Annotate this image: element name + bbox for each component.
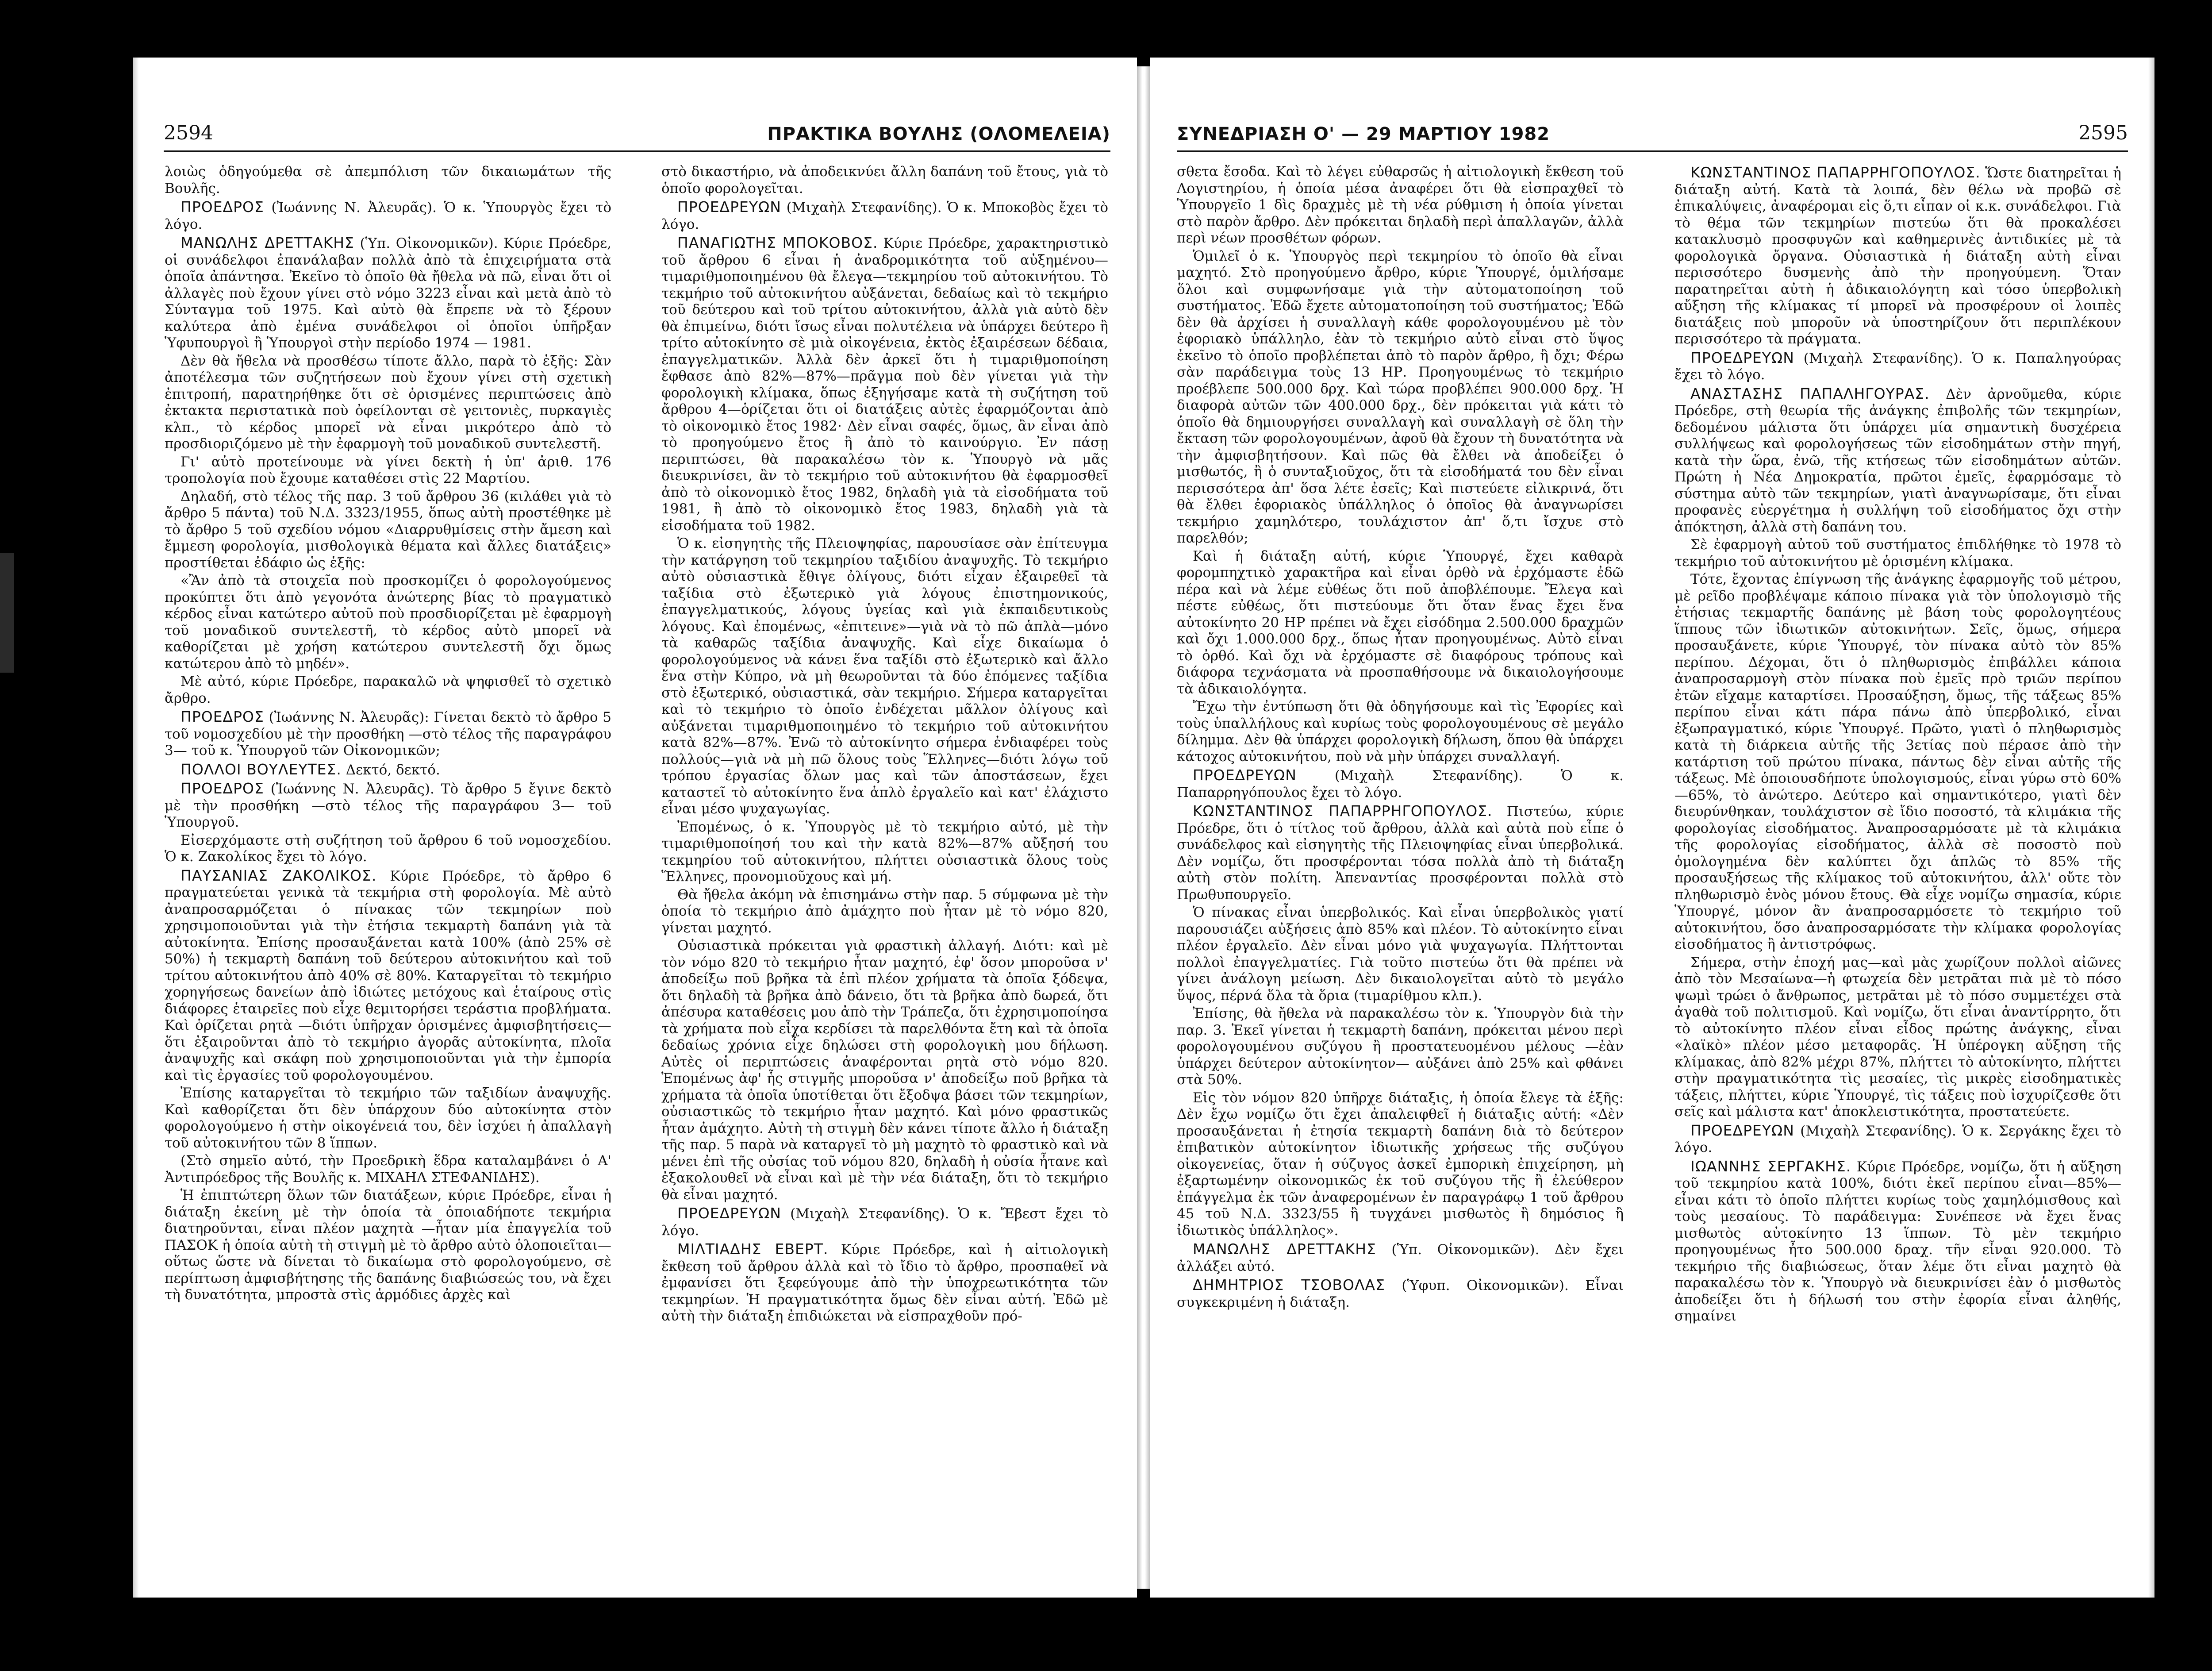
speaker-name: ΚΩΝΣΤΑΝΤΙΝΟΣ ΠΑΠΑΡΡΗΓΟΠΟΥΛΟΣ. — [1193, 802, 1493, 820]
speaker-role: (Ἰωάννης Ν. Ἀλευρᾶς). — [271, 200, 437, 216]
speaker-name: ΜΑΝΩΛΗΣ ΔΡΕΤΤΑΚΗΣ — [1193, 1240, 1376, 1258]
paragraph-text: Κύριε Πρόεδρε, καὶ ἡ αἰτιολογικὴ ἔκθεση τοῦ ἄρθρου ἀλλὰ καὶ τὸ ἴδιο τὸ ἄρθρο, προσπαθεῖ νὰ ἐμφανίσει ὅτι ξεφεύγουμε ἀπὸ τὴν ὑποχρεωτικότητα τῶν τεκμηρίων. Ἡ πραγματικότητα ὅμως δὲν εἶναι αὐτή. Ἐδῶ μὲ αὐτὴ τὴν διάταξη ἐπιδιώκεται νὰ εἰσπραχθοῦν πρό- — [661, 1242, 1108, 1324]
paragraph-text: Εἰς τὸν νόμον 820 ὑπῆρχε διάταξις, ἡ ὁποία ἔλεγε τὰ ἑξῆς: Δὲν ἔχω νομίζω ὅτι ἔχει ἀπαλειφθεῖ ἡ διάταξις αὐτή: «Δὲν προσαυξάνεται ἡ ἐτησία τεκμαρτὴ δαπάνη διὰ τὸ δεύτερον ἐπιβατικὸν αὐτοκίνητον ἰδιωτικῆς χρήσεως τῆς συζύγου οἰκογενείας, ὅταν ἡ σύζυγος ἀσκεῖ ἐμπορικὴ ἐπιχείρηση, μὴ ἐξαρτωμένην οἰκονομικῶς ἐκ τοῦ συζύγου τῆς ἢ ἐλεύθερον ἐπάγγελμα ἐκ τῶν ἀναφερομένων ἐν παραγράφῳ 1 τοῦ ἄρθρου 45 τοῦ Ν.Δ. 3323/55 ἢ τυγχάνει μισθωτὸς ἢ δημόσιος ἢ ἰδιωτικὸς ὑπάλληλος». — [1177, 1090, 1624, 1239]
speaker-name: ΠΡΟΕΔΡΕΥΩΝ — [677, 198, 781, 216]
paragraph — [661, 198, 1108, 233]
speaker-name: ΜΙΛΤΙΑΔΗΣ ΕΒΕΡΤ. — [677, 1240, 829, 1258]
paragraph — [661, 535, 1108, 818]
speaker-name: ΙΩΑΝΝΗΣ ΣΕΡΓΑΚΗΣ. — [1690, 1157, 1851, 1175]
paragraph — [1674, 571, 2121, 953]
paragraph-text: Γίνεται δεκτὸ τὸ ἄρθρο 5 τοῦ νομοσχεδίου μὲ τὴν προσθήκη —στὸ τέλος τῆς παραγράφου 3— τοῦ κ. Ὑπουργοῦ τῶν Οἰκονομικῶν; — [165, 709, 611, 758]
paragraph — [1177, 905, 1624, 1004]
paragraph-text: Πιστεύω, κύριε Πρόεδρε, ὅτι ὁ τίτλος τοῦ ἄρθρου, ἀλλὰ καὶ αὐτὰ ποὺ εἶπε ὁ συνάδελφος καὶ εἰσηγητὴς τῆς Πλειοψηφίας εἶναι ὑπερβολικά. Δὲν νομίζω, ὅτι προσφέρονται τόσα πολλὰ ἀπὸ τὴ διάταξη αὐτὴ στὸν πολίτη. Ἀπεναντίας προσφέρονται πολλὰ στὸ Πρωθυπουργεῖο. — [1177, 804, 1624, 903]
speaker-role: (Ὑπ. Οἰκονομικῶν). — [1391, 1242, 1540, 1258]
paragraph-text: στὸ δικαστήριο, νὰ ἀποδεικνύει ἄλλη δαπάνη τοῦ ἔτους, γιὰ τὸ ὁποῖο φορολογεῖται. — [661, 164, 1108, 196]
text-column — [661, 164, 1108, 1326]
paragraph — [165, 674, 611, 707]
paragraph-text: λοιὼς ὁδηγούμεθα σὲ ἀπεμπόλιση τῶν δικαιωμάτων τῆς Βουλῆς. — [165, 164, 611, 196]
paragraph-text: Θὰ ἤθελα ἀκόμη νὰ ἐπισημάνω στὴν παρ. 5 σύμφωνα μὲ τὴν ὁποία τὸ τεκμήριο ἀπὸ ἀμάχητο ποὺ ἦταν μὲ τὸ νόμο 820, γίνεται μαχητό. — [661, 886, 1108, 936]
paragraph-text: Ὁμιλεῖ ὁ κ. Ὑπουργὸς περὶ τεκμηρίου τὸ ὁποῖο θὰ εἶναι μαχητό. Στὸ προηγούμενο ἄρθρο, κύριε Ὑπουργέ, ὁμιλήσαμε ὅλοι καὶ συμφωνήσαμε γιὰ τὴν αὐτοματοποίηση τοῦ συστήματος. Ἐδῶ ἔχετε αὐτοματοποίηση τοῦ συστήματος; Ἐδῶ δὲν θὰ ἀρχίσει ἡ συναλλαγὴ κάθε φορολογουμένου μὲ τὸν ἐφοριακὸ ὑπάλληλο, ἐὰν τὸ τεκμήριο αὐτὸ εἶναι στὸ ὕψος ἐκεῖνο τὸ ὁποῖο προβλέπεται ἀπὸ τὸ παρὸν ἄρθρο, ἢ ὄχι; Φέρω σὰν παράδειγμα τοὺς 13 ΗΡ. Προηγουμένως τὸ τεκμήριο προέβλεπε 500.000 δρχ. Καὶ τώρα προβλέπει 900.000 δρχ. Ἡ διαφορὰ αὐτῶν τῶν 400.000 δρχ., δὲν πρόκειται γιὰ κάτι τὸ ὁποῖο θὰ δημιουργήσει συναλλαγὴ καὶ συναλλαγὴ σὲ ὅλη τὴν ἔκταση τῶν φορολογουμένων, ἀφοῦ θὰ ἔχουν τὴ δυνατότητα νὰ τὴν ἀμφισβητήσουν. Καὶ πῶς θὰ ἔλθει νὰ ἀποδείξει ὁ μισθωτός, ἢ ὁ συνταξιοῦχος, ὅτι τὰ εἰσοδήματά του δὲν εἶναι περισσότερα ἀπ' ὅσα λέτε ἐσεῖς; Καὶ πιστεύετε εἰλικρινά, ὅτι θὰ ἔλθει ἐφοριακὸς ὑπάλληλος ὁ ὁποῖος θὰ ἀναγνωρίσει τεκμήριο χαμηλότερο, τουλάχιστον ἀπ' ὅ,τι ἴσχυε στὸ παρελθόν; — [1177, 248, 1624, 546]
speaker-name: ΠΡΟΕΔΡΕΥΩΝ — [1690, 1121, 1794, 1139]
paragraph-text: Ἔχω τὴν ἐντύπωση ὅτι θὰ ὁδηγήσουμε καὶ τὶς Ἐφορίες καὶ τοὺς ὑπαλλήλους καὶ κυρίως τοὺς φορολογουμένους σὲ μεγάλο δίλημμα. Δὲν θὰ ὑπάρχει φορολογικὴ δήλωση, ὅπου θὰ ὑπάρχει κάτοχος αὐτοκινήτου, ποὺ νὰ μὴν ὑπάρχει συναλλαγή. — [1177, 699, 1624, 765]
speaker-name: ΔΗΜΗΤΡΙΟΣ ΤΣΟΒΟΛΑΣ — [1193, 1276, 1385, 1294]
paragraph — [165, 832, 611, 866]
paragraph-text: Ὁ κ. Παπαληγούρας ἔχει τὸ λόγο. — [1674, 350, 2121, 383]
text-column — [1177, 164, 1624, 1312]
paragraph — [1177, 699, 1624, 765]
paragraph-text: Εἰσερχόμαστε στὴ συζήτηση τοῦ ἄρθρου 6 τοῦ νομοσχεδίου. Ὁ κ. Ζακολίκος ἔχει τὸ λόγο. — [165, 832, 611, 865]
paragraph-text: Ἐπίσης καταργεῖται τὸ τεκμήριο τῶν ταξιδίων ἀναψυχῆς. Καὶ καθορίζεται ὅτι δὲν ὑπάρχουν δύο αὐτοκίνητα στὸν φορολογούμενο ἡ στὴν οἰκογένειά του, δὲν ἰσχύει ἡ ἀπαλλαγὴ τοῦ αὐτοκινήτου τῶν 8 ἵππων. — [165, 1085, 611, 1151]
paragraph-text: Σήμερα, στὴν ἐποχή μας—καὶ μὰς χωρίζουν πολλοὶ αἰῶνες ἀπὸ τὸν Μεσαίωνα—ἡ φτωχεία δὲν μετρᾶται πιὰ μὲ τὸ πόσο ψωμὶ τρώει ὁ ἄνθρωπος, μετρᾶται μὲ τὸ πόσο συμμετέχει στὰ ἀγαθὰ τοῦ πολιτισμοῦ. Καὶ νομίζω, ὅτι εἶναι ἀναντίρρητο, ὅτι τὸ αὐτοκίνητο πλέον εἶναι εἶδος πρώτης ἀνάγκης, εἶναι «λαϊκὸ» πλέον μέσο μεταφορᾶς. Ἡ ὑπέρογκη αὔξηση τῆς κλίμακας, ἀπὸ 82% μέχρι 87%, πλήττει τὸ αὐτοκίνητο, πλήττει στὴν πραγματικότητα τὶς μεσαίες, τὶς μικρὲς εἰσοδηματικὲς τάξεις, πλήττει, κύριε Ὑπουργέ, τὶς τάξεις ποὺ ἰσχυρίζεσθε ὅτι σεῖς καὶ μάλιστα κατ' ἀποκλειστικότητα, προστατεύετε. — [1674, 954, 2121, 1120]
paragraph-text: Τότε, ἔχοντας ἐπίγνωση τῆς ἀνάγκης ἐφαρμογῆς τοῦ μέτρου, μὲ ρεῖδο προβλέψαμε κάποιο πίνακα γιὰ τὸν ὑπολογισμὸ τῆς ἐτήσιας τεκμαρτῆς δαπάνης μὲ βάση τοὺς φορολογητέους ἵππους τῶν ἰδιωτικῶν αὐτοκινήτων. Σεῖς, ὅμως, σήμερα προσαυξάνετε, κύριε Ὑπουργέ, τὸν πίνακα αὐτὸ τὸν 85% περίπου. Δέχομαι, ὅτι ὁ πληθωρισμὸς ἐπιβάλλει κάποια ἀναπροσαρμογὴ στὸν πίνακα ποὺ ἐμεῖς πρὸ τριῶν περίπου ἐτῶν εἴχαμε καταρτίσει. Προσαύξηση, ὅμως, τῆς τάξεως 85% περίπου εἶναι κάτι πάρα πάνω ἀπὸ ὑπερβολικό, εἶναι ἐξωπραγματικό, κύριε Ὑπουργέ. Πρῶτο, γιατὶ ὁ πληθωρισμὸς κατὰ τὴ διάρκεια αὐτῆς τῆς 3ετίας ποὺ πέρασε ἀπὸ τὴν κατάρτιση τοῦ πρώτου πίνακα, πάντως δὲν εἶναι αὐτῆς τῆς τάξεως. Μὲ ὁποιουσδήποτε ὑπολογισμούς, εἶναι γύρω στὸ 60%—65%, τὸ ἀνώτερο. Δεύτερο καὶ σημαντικότερο, γιατὶ δὲν διευρύνθηκαν, τουλάχιστον σὲ ἴδιο ποσοστό, τὰ κλιμάκια τῆς φορολογίας εἰσοδήματος. Ἀναπροσαρμόσατε μὲ τὰ κλιμάκια τῆς φορολογίας εἰσοδήματος, ἀλλὰ σὲ ποσοστὸ ποὺ ὁμολογημένα δὲν καλύπτει ὄχι ἁπλῶς τὸ 85% τῆς προσαυξήσεως τῆς κλίμακος τοῦ αὐτοκινήτου, ἀλλ' οὔτε τὸν πληθωρισμὸ ἑνὸς μόνου ἔτους. Θὰ εἶχε νομίζω σημασία, κύριε Ὑπουργέ, μόνον ἂν ἀναπροσαρμόσετε τὸ τεκμήριο τοῦ αὐτοκινήτου, ὅσο ἀναπροσαρμόσατε τὴν κλίμακα φορολογίας εἰσοδήματος ἢ ἀντιστρόφως. — [1674, 571, 2121, 952]
paragraph — [1674, 537, 2121, 570]
speaker-role: (Ἰωάννης Ν. Ἀλευρᾶς): — [269, 709, 429, 725]
paragraph-text: Οὐσιαστικὰ πρόκειται γιὰ φραστικὴ ἀλλαγή. Διότι: καὶ μὲ τὸν νόμο 820 τὸ τεκμήριο ἦταν μαχητό, ἐφ' ὅσον μποροῦσα ν' ἀποδείξω ποῦ βρῆκα τὰ ἐπὶ πλέον χρήματα τὰ ὁποῖα ξόδεψα, ὅτι δηλαδὴ τὰ βρῆκα ἀπὸ δάνειο, ὅτι τὰ βρῆκα ἀπὸ δωρεά, ὅτι ἀπέσυρα καταθέσεις μου ἀπὸ τὴν Τράπεζα, ὅτι ἐχρησιμοποίησα τὰ χρήματα ποὺ εἶχα κερδίσει τὰ παρελθόντα ἔτη καὶ τὰ ὁποῖα δεδαίως χρόνια εἶχε δηλώσει στὴ φορολογικὴ μου δήλωση. Αὐτὲς οἱ περιπτώσεις ἀναφέρονται ρητὰ στὸ νόμο 820. Ἑπομένως ἀφ' ἧς στιγμῆς μποροῦσα ν' ἀποδείξω ποῦ βρῆκα τὰ χρήματα τὰ ὁποῖα ὑποτίθεται ὅτι ἔξοδψα βάσει τῶν τεκμηρίων, οὐσιαστικῶς τὸ τεκμήριο ἦταν μαχητό. Καὶ μόνο φραστικῶς ἦταν ἀμάχητο. Αὐτὴ τὴ στιγμὴ δὲν κάνει τίποτε ἄλλο ἡ διάταξη τῆς παρ. 5 παρὰ νὰ καταργεῖ τὸ μὴ μαχητὸ τὸ φραστικὸ καὶ νὰ μένει ἐπὶ τῆς οὐσίας τοῦ νόμου 820, δηλαδὴ ἡ οὐσία ἦτανε καὶ ἐξακολουθεῖ νὰ εἶναι καὶ μὲ τὴν νέα διάταξη, ὅτι τὸ τεκμήριο θὰ εἶναι μαχητό. — [661, 938, 1108, 1203]
paragraph — [1177, 1276, 1624, 1311]
paragraph-text: «Ἂν ἀπὸ τὰ στοιχεῖα ποὺ προσκομίζει ὁ φορολογούμενος προκύπτει ὅτι ἀπὸ γεγονότα ἀνώτερης βίας τὸ πραγματικὸ κέρδος εἶναι κατώτερο αὐτοῦ ποὺ προσδιορίζεται μὲ ἐφαρμογὴ τοῦ μοναδικοῦ συντελεστῆ, τὸ κέρδος αὐτὸ μπορεῖ νὰ καθορίζεται μὲ χρήση κατώτερου συντελεστῆ ὄχι ὅμως κατώτερου ἀπὸ τὸ μηδέν». — [165, 573, 611, 672]
paragraph-text: Ὁ κ. εἰσηγητὴς τῆς Πλειοψηφίας, παρουσίασε σὰν ἐπίτευγμα τὴν κατάργηση τοῦ τεκμηρίου ταξιδίου ἀναψυχῆς. Τὸ τεκμήριο αὐτὸ οὐσιαστικὰ ἔθιγε ὀλίγους, διότι εἶχαν ἐξαιρεθεῖ τὰ ταξίδια στὸ ἐξωτερικὸ γιὰ λόγους ἐπιστημονικούς, ἐπαγγελματικούς, λόγους ὑγείας καὶ γιὰ ἐκπαιδευτικοὺς λόγους. Καὶ ἐπομένως, «ἐπιτεινε»—γιὰ νὰ τὸ πῶ ἁπλὰ—μόνο τὰ καθαρῶς ταξίδια ἀναψυχῆς. Καὶ εἶχε δικαίωμα ὁ φορολογούμενος νὰ κάνει ἕνα ταξίδι στὸ ἐξωτερικὸ καὶ ἄλλο ἕνα στὴν Κύπρο, νὰ μὴ θεωροῦνται τὰ δύο ἐπόμενες ταξίδια στὸ ἐξωτερικό, οὐσιαστικά, σὰν τεκμήριο. Σήμερα καταργεῖται καὶ τὸ τεκμήριο τὸ ὁποῖο ἐνδέχεται μᾶλλον ὀλίγους καὶ αὐξάνεται τιμαριθμοποιημένο τὸ τεκμήριο τοῦ αὐτοκινήτου κατὰ 82%—87%. Ἐνῶ τὸ αὐτοκίνητο σήμερα ἐνδιαφέρει τοὺς πολλούς—γιὰ νὰ μὴ πῶ ὅλους τοὺς Ἕλληνες—διότι λόγω τοῦ τρόπου ἐργασίας ὅλων μας καὶ τῶν ἀποστάσεων, ἔχει καταστεῖ τὸ αὐτοκίνητο ἕνα ἁπλὸ ἐργαλεῖο καὶ κατ' ἐλάχιστο εἶναι μέσο ψυχαγωγίας. — [661, 535, 1108, 817]
paragraph — [165, 353, 611, 453]
paragraph-text: Κύριε Πρόεδρε, τὸ ἄρθρο 6 πραγματεύεται γενικὰ τὰ τεκμήρια στὴ φορολογία. Μὲ αὐτὸ ἀναπροσαρμόζεται ὁ πίνακας τῶν τεκμηρίων ποὺ χρησιμοποιοῦνται γιὰ τὴν ἐτήσια τεκμαρτὴ δαπάνη γιὰ τὰ αὐτοκίνητα. Ἐπίσης προσαυξάνεται κατὰ 100% (ἀπὸ 25% σὲ 50%) ἡ τεκμαρτὴ δαπάνη τοῦ δεύτερου αὐτοκινήτου καὶ τοῦ τρίτου αὐτοκινήτου ἀπὸ 40% σὲ 80%. Καταργεῖται τὸ τεκμήριο χορηγήσεως δανείων ἀπὸ ἰδιώτες μετόχους καὶ ἑταίρους στὶς διάφορες ἑταιρεῖες ποὺ εἶχε θεμιτορήσει τεράστια προβλήματα. Καὶ ὁρίζεται ρητὰ —διότι ὑπῆρχαν ὁρισμένες ἀμφισβητήσεις— ὅτι ἐξαιροῦνται ἀπὸ τὸ τεκμήριο ἀγορᾶς αὐτοκίνητα, πλοῖα ἀναψυχῆς καὶ σκάφη ποὺ χρησιμοποιοῦνται γιὰ τὴν ἐμπορία καὶ τὶς ἐργασίες τοῦ φορολογουμένου. — [165, 868, 611, 1083]
paragraph-text: Μὲ αὐτό, κύριε Πρόεδρε, παρακαλῶ νὰ ψηφισθεῖ τὸ σχετικὸ ἄρθρο. — [165, 674, 611, 706]
paragraph — [1177, 248, 1624, 547]
paragraph — [165, 867, 611, 1084]
speaker-name: ΚΩΝΣΤΑΝΤΙΝΟΣ ΠΑΠΑΡΡΗΓΟΠΟΥΛΟΣ. — [1690, 164, 1981, 181]
paragraph-text: σθετα ἔσοδα. Καὶ τὸ λέγει εὐθαρσῶς ἡ αἰτιολογικὴ ἔκθεση τοῦ Λογιστηρίου, ἡ ὁποία μέσα ἀναφέρει ὅτι θὰ εἰσπραχθεῖ τὸ Ὑπουργεῖο 1 δὶς δραχμὲς μὲ τὴ νέα ρύθμιση ἡ ὁποία γίνεται στὸ παρὸν ἄρθρο. Δὲν πρόκειται δηλαδὴ περὶ ἀπαλλαγῶν, ἀλλὰ περὶ νέων προσθέτων φόρων. — [1177, 164, 1624, 246]
paragraph-text: Δὲν ἔχει ἀλλάξει αὐτό. — [1177, 1242, 1624, 1274]
speaker-role: (Μιχαὴλ Στεφανίδης). — [790, 1206, 949, 1222]
right-page — [1150, 58, 2154, 1598]
speaker-role: (Μιχαὴλ Στεφανίδης). — [1800, 1123, 1956, 1139]
paragraph-text: Τὸ ἄρθρο 5 ἔγινε δεκτὸ μὲ τὴν προσθήκη —στὸ τέλος τῆς παραγράφου 3— τοῦ Ὑπουργοῦ. — [165, 781, 612, 830]
paragraph-text: Ὁ κ. Ἔβεστ ἔχει τὸ λόγο. — [661, 1206, 1108, 1239]
speaker-role: (Μιχαὴλ Στεφανίδης). — [786, 200, 942, 216]
speaker-name: ΑΝΑΣΤΑΣΗΣ ΠΑΠΑΛΗΓΟΥΡΑΣ. — [1690, 385, 1930, 402]
speaker-name: ΜΑΝΩΛΗΣ ΔΡΕΤΤΑΚΗΣ — [180, 234, 354, 251]
speaker-role: (Μιχαὴλ Στεφανίδης). — [1334, 768, 1523, 784]
speaker-role: (Ὑπ. Οἰκονομικῶν). — [360, 235, 498, 251]
speaker-role: (Ἰωάννης Ν. Ἀλευρᾶς). — [270, 781, 434, 797]
speaker-name: ΠΟΛΛΟΙ ΒΟΥΛΕΥΤΕΣ. — [180, 760, 342, 778]
header-rule — [1177, 150, 2128, 152]
paragraph — [661, 819, 1108, 886]
paragraph — [165, 780, 611, 831]
paragraph — [1177, 548, 1624, 698]
speaker-name: ΠΡΟΕΔΡΟΣ — [180, 780, 264, 797]
speaker-name: ΠΡΟΕΔΡΟΣ — [180, 198, 264, 216]
paragraph — [165, 454, 611, 487]
paragraph — [1674, 1122, 2121, 1156]
paragraph — [1177, 1090, 1624, 1240]
paragraph — [165, 1153, 611, 1186]
paragraph — [1674, 955, 2121, 1120]
paragraph-text: Ὥστε διατηρεῖται ἡ διάταξη αὐτή. Κατὰ τὰ λοιπά, δὲν θέλω νὰ προβῶ σὲ ἐπικαλύψεις, ἀναφέρομαι εἰς ὅ,τι εἶπαν οἱ κ.κ. συνάδελφοι. Γιὰ τὸ θέμα τῶν τεκμηρίων πιστεύω ὅτι θὰ προκαλέσει κατακλυσμὸ προσφυγῶν καὶ καθημερινὲς ἀντιδικίες μὲ τὰ φορολογικὰ ὄργανα. Οὐσιαστικὰ ἡ διάταξη αὐτὴ εἶναι περισσότερο δυσμενὴς ἀπὸ τὴν προηγούμενη. Ὅταν παρατηρεῖται αὐτὴ ἡ ἀδικαιολόγητη καὶ τόσο ὑπερβολικὴ αὔξηση τῆς κλίμακας τί μπορεῖ νὰ προσφέρουν οἱ λοιπὲς διατάξεις ποὺ μποροῦν νὰ ὑποστηρίζουν ὅτι περιπλέκουν περισσότερο τὰ πράγματα. — [1674, 165, 2122, 347]
speaker-name: ΠΡΟΕΔΡΕΥΩΝ — [677, 1205, 781, 1222]
paragraph-text: Ὁ πίνακας εἶναι ὑπερβολικός. Καὶ εἶναι ὑπερβολικὸς γιατί παρουσιάζει αὐξήσεις ἀπὸ 85% καὶ πλέον. Τὸ αὐτοκίνητο εἶναι πλέον ἐργαλεῖο. Δὲν εἶναι μόνο γιὰ ψυχαγωγία. Πλήττονται πολλοὶ ἐπαγγελματίες. Γιὰ τοῦτο πιστεύω ὅτι θὰ πρέπει νὰ γίνει ἀνάλογη μείωση. Δὲν δικαιολογεῖται αὐτὸ τὸ μεγάλο ὕψος, πέρνά ὅλα τὰ ὅρια (τιμαρίθμου κλπ.). — [1177, 905, 1624, 1004]
speaker-name: ΠΑΥΣΑΝΙΑΣ ΖΑΚΟΛΙΚΟΣ. — [180, 866, 377, 884]
paragraph — [1674, 349, 2121, 384]
paragraph-text: Ὁ κ. Μποκοβὸς ἔχει τὸ λόγο. — [661, 200, 1109, 232]
paragraph — [165, 234, 611, 352]
paragraph — [165, 198, 611, 233]
page-number: 2595 — [2078, 122, 2128, 144]
paragraph — [1177, 164, 1624, 247]
speaker-name: ΠΡΟΕΔΡΟΣ — [180, 708, 264, 725]
paragraph-text: Κύριε Πρόεδρε, οἱ συνάδελφοι ἐπανάλαβαν πολλὰ ἀπὸ τὰ ἐπιχειρήματα στὰ ὁποῖα ἀπάντησα. Ἐκεῖνο τὸ ὁποῖο θὰ ἤθελα νὰ πῶ, εἶναι ὅτι οἱ ἀλλαγὲς ποὺ ἔχουν γίνει στὸ νόμο 3223 εἶναι καὶ μετὰ ἀπὸ τὸ Σύνταγμα τοῦ 1975. Καὶ αὐτὸ θὰ ἔπρεπε νὰ τὸ ξέρουν καλύτερα ἀπὸ ἐμένα συνάδελφοι οἱ ὁποῖοι ὑπῆρξαν Ὑφυπουργοὶ ἢ Ὑπουργοὶ στὴν περίοδο 1974 — 1981. — [165, 235, 611, 351]
paragraph-text: Ἐπίσης, θὰ ἤθελα νὰ παρακαλέσω τὸν κ. Ὑπουργὸν διὰ τὴν παρ. 3. Ἐκεῖ γίνεται ἡ τεκμαρτὴ δαπάνη, πρόκειται μένου περὶ φορολογουμένου συζύγου ἢ προστατευομένου μέλους —ἐὰν ὑπάρχει δεύτερον αὐτοκίνητον— αὐξάνει ἀπὸ 25% καὶ φθάνει στὰ 50%. — [1177, 1005, 1624, 1088]
speaker-name: ΠΑΝΑΓΙΩΤΗΣ ΜΠΟΚΟΒΟΣ. — [677, 234, 878, 251]
paragraph — [1674, 1158, 2121, 1325]
left-page — [133, 58, 1137, 1598]
page-number: 2594 — [164, 122, 213, 144]
text-column — [1674, 164, 2121, 1326]
paragraph-text: Ὁ κ. Παπαρρηγόπουλος ἔχει τὸ λόγο. — [1177, 768, 1624, 801]
paragraph — [1177, 802, 1624, 903]
speaker-name: ΠΡΟΕΔΡΕΥΩΝ — [1690, 349, 1794, 366]
paragraph — [165, 761, 611, 779]
paragraph — [165, 708, 611, 759]
paragraph — [661, 1205, 1108, 1239]
paragraph-text: Εἶναι συγκεκριμένη ἡ διάταξη. — [1177, 1278, 1624, 1310]
paragraph — [661, 164, 1108, 197]
paragraph-text: Κύριε Πρόεδρε, χαρακτηριστικὸ τοῦ ἄρθρου 6 εἶναι ἡ ἀναδρομικότητα τοῦ αὐξημένου—τιμαριθμοποιημένου θὰ ἔλεγα—τεκμηρίου τοῦ αὐτοκινήτου. Τὸ τεκμήριο τοῦ αὐτοκινήτου αὐξάνεται, δεδαίως καὶ τὸ τεκμήριο τοῦ δεύτερου καὶ τοῦ τρίτου αὐτοκινήτου, ἀλλὰ γιὰ αὐτὸ δὲν θὰ ἐπιμείνω, διότι ἴσως εἶναι πολυτέλεια νὰ ὑπάρχει δεύτερο ἢ τρίτο αὐτοκίνητο σὲ μιὰ οἰκογένεια, ἐκτὸς ἐξαιρέσεων δέδαια, ἐπαγγελματικῶν. Ἀλλὰ δὲν ἀρκεῖ ὅτι ἡ τιμαριθμοποίηση ἔφθασε ἀπὸ 82%—87%—πρᾶγμα ποὺ δὲν γίνεται γιὰ τὴν φορολογικὴ κλίμακα, ὅπως ἐξηγήσαμε κατὰ τὴ συζήτηση τοῦ ἄρθρου 4—ὁρίζεται ὅτι οἱ διατάξεις αὐτὲς ἐφαρμόζονται ἀπὸ τὸ οἰκονομικὸ ἔτος 1982· Δὲν εἶναι σαφές, ὅμως, ἂν εἶναι ἀπὸ τὸ προηγούμενο ἔτος ἢ ἀπὸ τὸ καινούργιο. Ἐν πάσῃ περιπτώσει, θὰ παρακαλέσω τὸν κ. Ὑπουργὸ νὰ μᾶς διευκρινίσει, ἂν τὸ τεκμήριο τοῦ αὐτοκινήτου θὰ ἐφαρμοσθεῖ ἀπὸ τὸ οἰκονομικὸ ἔτος 1982, δηλαδὴ γιὰ τὰ εἰσοδήματα τοῦ 1981, ἢ ἀπὸ τὸ οἰκονομικὸ ἔτος 1983, δηλαδὴ γιὰ τὰ εἰσοδήματα τοῦ 1982. — [661, 235, 1108, 534]
paragraph-text: Ὁ κ. Ὑπουργὸς ἔχει τὸ λόγο. — [165, 200, 612, 232]
paragraph-text: Δὲν ἀρνοῦμεθα, κύριε Πρόεδρε, στὴ θεωρία τῆς ἀνάγκης ἐπιβολῆς τῶν τεκμηρίων, δεδομένου μάλιστα ὅτι ὑπάρχει μία σημαντικὴ δυσχέρεια συλλήψεως καὶ φορολογήσεως τῶν εἰσοδημάτων στὴν πηγή, κατὰ τὴν ὥρα, ἐνῶ, τῆς κτήσεως τῶν εἰσοδημάτων αὐτῶν. Πρώτη ἡ Νέα Δημοκρατία, πρῶτοι ἐμεῖς, ἐφαρμόσαμε τὸ σύστημα αὐτὸ τῶν τεκμηρίων, γιατὶ ἀναγνωρίσαμε, ὅτι εἶναι προφανὲς εὐεργέτημα ἡ συλλήψη τοῦ εἰσοδήματος ὄχι στὴν ἀπόκτηση, ἀλλὰ στὴ δαπάνη του. — [1674, 386, 2121, 535]
speaker-role: (Μιχαὴλ Στεφανίδης). — [1803, 350, 1963, 366]
paragraph-text: (Στὸ σημεῖο αὐτό, τὴν Προεδρικὴ ἕδρα καταλαμβάνει ὁ Α' Ἀντιπρόεδρος τῆς Βουλῆς κ. ΜΙΧΑΗΛ ΣΤΕΦΑΝΙΔΗΣ). — [165, 1153, 611, 1186]
running-head: ΣΥΝΕΔΡΙΑΣΗ Ο' — 29 ΜΑΡΤΙΟΥ 1982 — [1177, 124, 1550, 144]
speaker-role: (Ὑφυπ. Οἰκονομικῶν). — [1402, 1278, 1569, 1294]
paragraph — [165, 1085, 611, 1151]
binding-tab — [0, 553, 14, 673]
paragraph-text: Ἐπομένως, ὁ κ. Ὑπουργὸς μὲ τὸ τεκμήριο αὐτό, μὲ τὴν τιμαριθμοποίησή του καὶ τὴν κατὰ 82%—87% αὔξησή του τεκμηρίου τοῦ αὐτοκινήτου, πλήττει οὐσιαστικὰ ὅλους τοὺς Ἕλληνες, προνομιοῦχους καὶ μή. — [661, 819, 1108, 885]
paragraph-text: Δεκτό, δεκτό. — [346, 762, 440, 778]
paragraph — [165, 573, 611, 672]
paragraph — [661, 887, 1108, 937]
paragraph-text: Γι' αὐτὸ προτείνουμε νὰ γίνει δεκτὴ ἡ ὑπ' ἀριθ. 176 τροπολογία ποὺ ἔχουμε καταθέσει στὶς 22 Μαρτίου. — [165, 454, 611, 486]
paragraph-text: Ὁ κ. Σεργάκης ἔχει τὸ λόγο. — [1674, 1123, 2121, 1155]
paragraph-text: Δὲν θὰ ἤθελα νὰ προσθέσω τίποτε ἄλλο, παρὰ τὸ ἑξῆς: Σὰν ἀποτέλεσμα τῶν συζητήσεων ποὺ ἔχουν γίνει στὴ σχετικὴ ἐπιτροπή, παρατηρήθηκε ὅτι σὲ ὁρισμένες περιπτώσεις ἀπὸ ἐκτακτα περιστατικὰ ποὺ ὀφείλονται σὲ γειτονιὲς, πυρκαγιὲς κλπ., τὸ κέρδος μπορεῖ νὰ εἶναι μικρότερο ἀπὸ τὸ προσδιοριζόμενο μὲ τὴν ἐφαρμογὴ τοῦ μοναδικοῦ συντελεστῆ. — [165, 353, 611, 452]
paragraph — [661, 938, 1108, 1203]
page-edge-shadow — [2148, 58, 2154, 1598]
paragraph-text: Σὲ ἐφαρμογὴ αὐτοῦ τοῦ συστήματος ἐπιδλήθηκε τὸ 1978 τὸ τεκμήριο τοῦ αὐτοκινήτου μὲ ὁρισμένη κλίμακα. — [1674, 537, 2121, 570]
page-edge-shadow — [133, 58, 139, 1598]
running-head: ΠΡΑΚΤΙΚΑ ΒΟΥΛΗΣ (ΟΛΟΜΕΛΕΙΑ) — [767, 124, 1110, 144]
paragraph — [1177, 766, 1624, 801]
paragraph — [1177, 1240, 1624, 1275]
header-rule — [164, 150, 1110, 152]
paragraph — [165, 1187, 611, 1304]
paragraph — [165, 489, 611, 572]
paragraph-text: Καὶ ἡ διάταξη αὐτή, κύριε Ὑπουργέ, ἔχει καθαρὰ φορομπηχτικὸ χαρακτῆρα καὶ εἶναι ὀρθὸ νὰ ἐρχόμαστε ἐδῶ πέρα καὶ νὰ λέμε εὐθέως ὅτι ποῦ ἀποβλέπουμε. Ἔλεγα καὶ πέστε εὐθέως, ὅτι πιστεύουμε ὅτι ὅταν ἕνας ἔχει ἕνα αὐτοκίνητο 20 ΗΡ πρέπει νὰ ἔχει εἰσόδημα 2.500.000 δραχμῶν καὶ ὄχι 1.000.000 δρχ., ὅπως ἦταν προηγουμένως. Αὐτὸ εἶναι τὸ ὀρθό. Καὶ ὄχι νὰ ἐρχόμαστε σὲ διαφόρους τρόπους καὶ διάφορα τεχνάσματα νὰ προσπαθήσουμε νὰ δικαιολογήσουμε τὰ ἀδικαιολόγητα. — [1177, 548, 1624, 697]
paragraph-text: Ἡ ἐπιπτώτερη ὅλων τῶν διατάξεων, κύριε Πρόεδρε, εἶναι ἡ διάταξη ἐκείνη μὲ τὴν ὁποία τὰ ὁποιαδήποτε τεκμήρια διατηροῦνται, εἶναι πλέον μαχητὰ —ἦταν μία ἐπαγγελία τοῦ ΠΑΣΟΚ ἡ ὁποία αὐτὴ τὴ στιγμὴ μὲ τὸ ἄρθρο αὐτὸ ὁλοποιεῖται—οὕτως ὥστε νὰ δίνεται τὸ δικαίωμα στὸ φορολογούμενο, σὲ περίπτωση ἀμφισβήτησης τῆς δαπάνης διαβιώσεώς του, νὰ ἔχει τὴ δυνατότητα, μπροστὰ στὶς ἁρμόδιες ἀρχὲς καὶ — [165, 1187, 611, 1303]
paragraph-text: Κύριε Πρόεδρε, νομίζω, ὅτι ἡ αὔξηση τοῦ τεκμηρίου κατὰ 100%, διότι ἐκεῖ περίπου εἶναι—85%—εἶναι κάτι τὸ ὁποῖο πλήττει κυρίως τοὺς χαμηλόμισθους καὶ τοὺς μεσαίους. Τὸ παράδειγμα: Συνέπεσε νὰ ἔχει ἕνας μισθωτὸς αὐτοκίνητο 13 ἵππων. Τὸ μὲν τεκμήριο προηγουμένως ἦτο 500.000 δραχ. τῆν εἶναι 920.000. Τὸ τεκμήριο τῆς διαβιώσεως, ὅταν λέμε ὅτι εἶναι μαχητὸ θὰ παρακαλέσω τὸν κ. Ὑπουργὸ νὰ διευκρινίσει ἐὰν ὁ μισθωτὸς ἀποδείξει ὅτι ἡ δήλωσή του στὴν ἐφορία εἶναι ἀληθής, σημαίνει — [1674, 1159, 2121, 1324]
speaker-name: ΠΡΟΕΔΡΕΥΩΝ — [1193, 766, 1297, 784]
book-gutter — [1137, 66, 1150, 1589]
paragraph — [1674, 164, 2121, 348]
paragraph — [1177, 1005, 1624, 1089]
paragraph — [661, 234, 1108, 534]
paragraph — [165, 164, 611, 197]
text-column — [165, 164, 611, 1305]
paragraph — [1674, 385, 2121, 536]
paragraph — [661, 1240, 1108, 1325]
paragraph-text: Δηλαδή, στὸ τέλος τῆς παρ. 3 τοῦ ἄρθρου 36 (κιλάθει γιὰ τὸ ἄρθρο 5 πάντα) τοῦ Ν.Δ. 3323/1955, ὅπως αὐτὴ προστέθηκε μὲ τὸ ἄρθρο 5 τοῦ σχεδίου νόμου «Διαρρυθμίσεις στὴν ἄμεση καὶ ἔμμεση φορολογία, μισθολογικὰ θέματα καὶ ἄλλες διατάξεις» προστίθεται ἐδάφιο ὡς ἑξῆς: — [165, 488, 611, 571]
